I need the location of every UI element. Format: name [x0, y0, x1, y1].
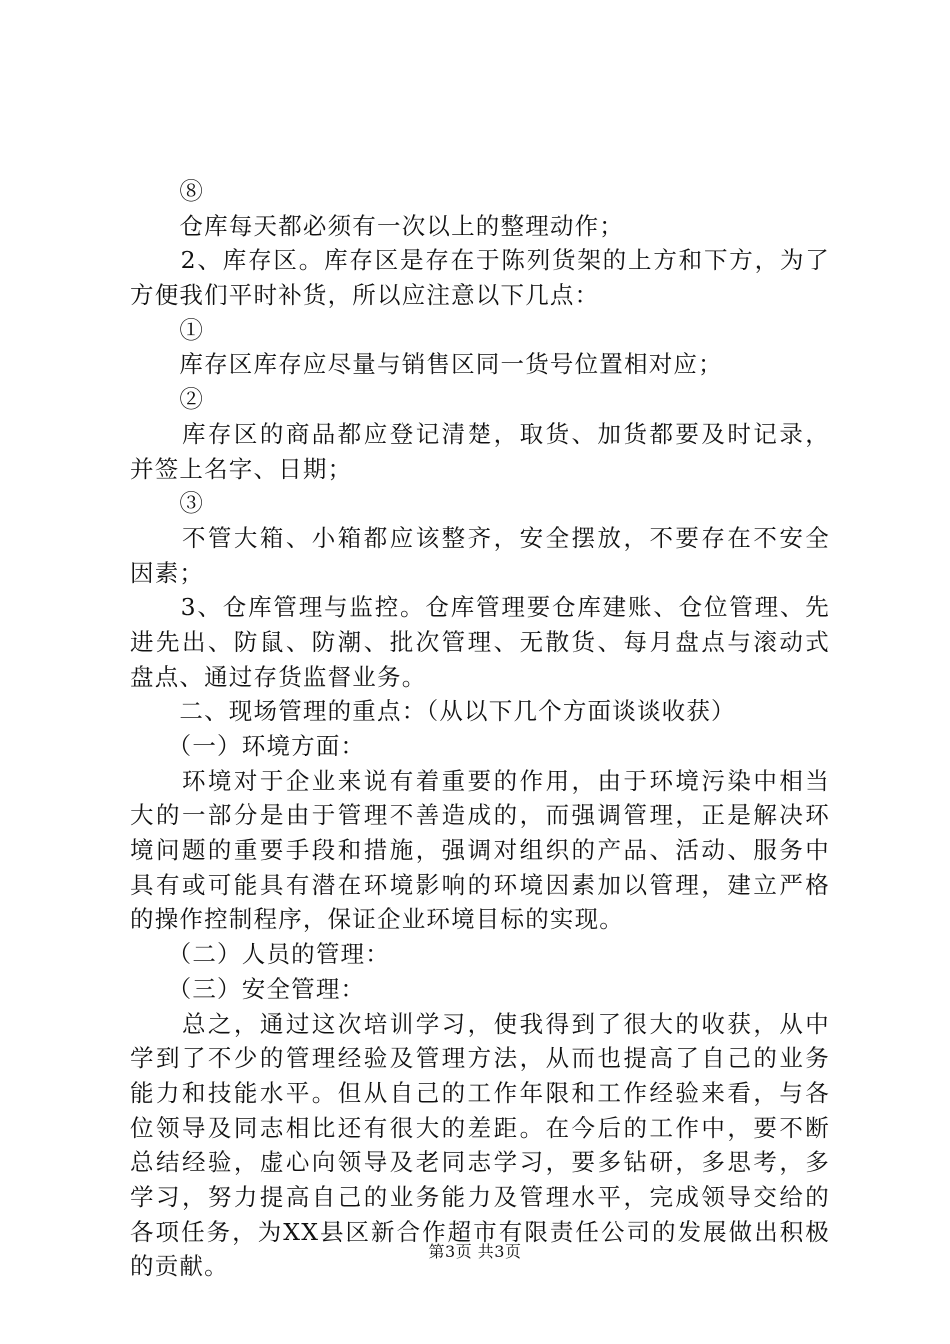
section-heading: 二、现场管理的重点：（从以下几个方面谈谈收获） — [130, 697, 736, 726]
text-line: 2、库存区。库存区是存在于陈列货架的上方和下方，为了 — [130, 246, 830, 275]
page-number-label: 第3页 共3页 — [428, 1242, 522, 1261]
text-line: 方便我们平时补货，所以应注意以下几点： — [130, 281, 600, 310]
text-line: 进先出、防鼠、防潮、批次管理、无散货、每月盘点与滚动式 — [130, 627, 830, 656]
text-line: ② — [130, 385, 205, 414]
document-body — [130, 174, 830, 1284]
text-line: ① — [130, 315, 205, 344]
text-line: 位领导及同志相比还有很大的差距。在今后的工作中，要不断 — [130, 1113, 830, 1142]
text-line: 能力和技能水平。但从自己的工作年限和工作经验来看，与各 — [130, 1078, 830, 1107]
text-line: 环境对于企业来说有着重要的作用，由于环境污染中相当 — [130, 766, 830, 795]
text-line: ⑧ — [130, 177, 205, 205]
text-line: 具有或可能具有潜在环境影响的环境因素加以管理，建立严格 — [130, 870, 830, 899]
text-line: 3、仓库管理与监控。仓库管理要仓库建账、仓位管理、先 — [130, 593, 830, 622]
subsection-heading: （三）安全管理： — [130, 974, 366, 1003]
text-line: ③ — [130, 489, 205, 518]
text-line: 总结经验，虚心向领导及老同志学习，要多钻研，多思考，多 — [130, 1148, 830, 1177]
text-line: 并签上名字、日期； — [130, 454, 353, 483]
text-line: 盘点、通过存货监督业务。 — [130, 662, 427, 691]
text-line: 库存区库存应尽量与销售区同一货号位置相对应； — [130, 350, 723, 379]
text-line: 大的一部分是由于管理不善造成的，而强调管理，正是解决环 — [130, 801, 830, 830]
text-line: 学习，努力提高自己的业务能力及管理水平，完成领导交给的 — [130, 1182, 830, 1211]
text-line: 的贡献。 — [130, 1252, 229, 1281]
text-line: 学到了不少的管理经验及管理方法，从而也提高了自己的业务 — [130, 1044, 830, 1073]
text-line: 仓库每天都必须有一次以上的整理动作； — [130, 211, 624, 240]
page-footer — [0, 1242, 950, 1262]
subsection-heading: （二）人员的管理： — [130, 940, 390, 969]
text-line: 境问题的重要手段和措施，强调对组织的产品、活动、服务中 — [130, 836, 830, 865]
text-line: 不管大箱、小箱都应该整齐，安全摆放，不要存在不安全 — [130, 523, 830, 552]
text-line: 因素； — [130, 558, 205, 587]
text-line: 总之，通过这次培训学习，使我得到了很大的收获，从中 — [130, 1009, 830, 1038]
text-line: 库存区的商品都应登记清楚，取货、加货都要及时记录， — [130, 419, 830, 448]
text-line: 各项任务，为XX县区新合作超市有限责任公司的发展做出积极 — [130, 1217, 830, 1246]
subsection-heading: （一）环境方面： — [130, 732, 366, 760]
text-line: 的操作控制程序，保证企业环境目标的实现。 — [130, 905, 624, 934]
